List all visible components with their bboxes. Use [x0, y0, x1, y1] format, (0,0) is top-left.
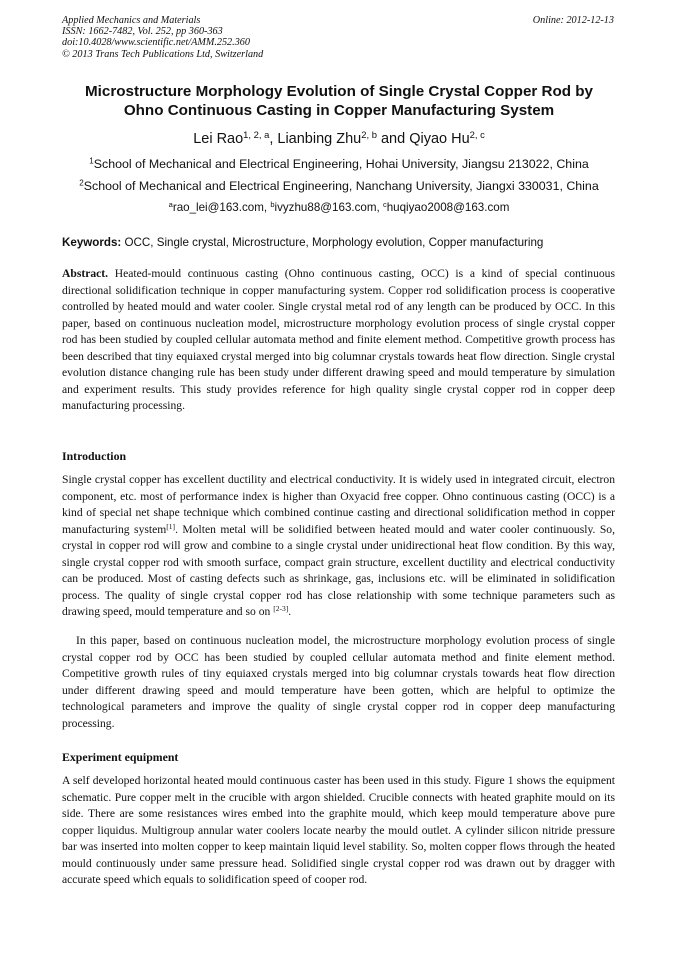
affiliation-marker: 2 — [79, 178, 84, 188]
affiliation-text: School of Mechanical and Electrical Engineering, Nanchang University, Jiangxi 330031, China — [83, 179, 599, 193]
citation-ref[interactable]: [2-3] — [273, 603, 289, 613]
affiliation-text: School of Mechanical and Electrical Engineering, Hohai University, Jiangsu 213022, China — [93, 157, 589, 171]
author-name: Lianbing Zhu — [277, 131, 362, 147]
email-marker: a — [168, 199, 173, 209]
copyright-line: © 2013 Trans Tech Publications Ltd, Switzerland — [62, 48, 264, 60]
abstract — [62, 266, 615, 415]
online-date: Online: 2012-12-13 — [532, 15, 614, 26]
introduction-paragraph-2: In this paper, based on continuous nucleation model, the microstructure morphology evolution process of single crystal copper rod by OCC has been studied by coupled cellular automata method and finite element method. Competitive growth rules of tiny equiaxed crystals merged into big columnar crystals towards heat flow direction under different drawing speed and mould temperature have been gotten, which are helpful to optimize the technological parameters and improve the quality of single crystal copper rod in copper deep manufacturing processing. — [62, 634, 615, 730]
keywords — [62, 236, 618, 249]
email-link[interactable]: huqiyao2008@163.com — [386, 201, 510, 214]
author-affiliation-marker: 1, 2, a — [243, 128, 270, 140]
experiment-paragraph-1: A self developed horizontal heated mould continuous caster has been used in this study. Figure 1 shows the equipment schematic. Pure copper melt in the crucible with argon shielded. Crucible connects with heated graphite mould on its side. There are some resistances wires embed into the graphite mould, which keep mould temperature above pure copper liquidus. Multigroup annular water coolers locate nearby the mould outlet. A cylinder silicon nitride pressure bar was inserted into molten copper to keep maintain liquid level stability. So, molten copper flows through the heated mould continuously under same pressure head. Solidified single crystal copper rod was drawn out by dragger with accurate speed which equals to solidification speed of cooper rod. — [62, 774, 615, 886]
affiliation-marker: 1 — [89, 156, 94, 166]
email-marker: c — [382, 199, 387, 209]
section-heading-experiment: Experiment equipment — [62, 750, 179, 764]
paper-title — [40, 82, 638, 120]
email-link[interactable]: ivyzhu88@163.com, — [274, 201, 383, 214]
author-separator: and — [376, 131, 410, 147]
paragraph-text: . — [288, 605, 292, 618]
citation-ref[interactable]: [1] — [166, 521, 176, 531]
issn-line: ISSN: 1662-7482, Vol. 252, pp 360-363 — [62, 26, 223, 38]
author-affiliation-marker: 2, c — [469, 128, 485, 140]
affiliation-1 — [40, 157, 638, 171]
journal-header — [62, 15, 263, 60]
email-link[interactable]: rao_lei@163.com, — [172, 201, 271, 214]
paragraph-text: Single crystal copper has excellent ductility and electrical conductivity. It is widely used in integrated circuit, electron component, etc. most of performance index is higher than Oxyacid free copper. Ohno continuous casting (OCC) is a kind of special net shape technique which combined continue casting and directional solidification method in copper manufacturing system — [62, 473, 615, 536]
author-emails — [40, 201, 638, 214]
doi-line[interactable]: doi:10.4028/www.scientific.net/AMM.252.360 — [62, 37, 250, 49]
keywords-label: Keywords: — [62, 236, 122, 249]
author-name: Qiyao Hu — [409, 131, 470, 147]
abstract-label: Abstract. — [62, 267, 109, 280]
author-affiliation-marker: 2, b — [361, 128, 377, 140]
title-line-2: Ohno Continuous Casting in Copper Manufacturing System — [123, 102, 555, 119]
author-separator: , — [269, 131, 278, 147]
introduction-paragraph-1 — [62, 472, 615, 621]
author-list — [40, 128, 638, 147]
title-line-1: Microstructure Morphology Evolution of Single Crystal Copper Rod by — [85, 83, 593, 100]
section-heading-introduction: Introduction — [62, 449, 127, 463]
journal-name: Applied Mechanics and Materials — [62, 15, 201, 26]
affiliation-2 — [40, 179, 638, 193]
author-name: Lei Rao — [193, 131, 244, 147]
paragraph-text: . Molten metal will be solidified between heated mould and water cooler continuously. So, crystal in copper rod will grow and combine to a single crystal under unidirectional heat flow condition. By this way, single crystal copper rod with smooth surface, compact grain structure, excellent ductility and electrical conductivity can be produced. Most of casting defects such as shrinkage, gas, inclusions etc. will be eliminated in solidification process. The quality of single crystal copper rod has close relationship with some technique parameters such as drawing speed, mould temperature and so on — [62, 522, 615, 618]
email-marker: b — [270, 199, 275, 209]
abstract-text: Heated-mould continuous casting (Ohno continuous casting, OCC) is a kind of special continuous directional solidification technique in copper manufacturing system. Copper rod solidification process is cooperative controlled by heated mould and water cooler. Single crystal metal rod of any length can be produced by OCC. In this paper, based on continuous nucleation model, microstructure morphology evolution process of single crystal copper rod has been studied by coupled cellular automata method and finite element method. Competitive growth process has been described that tiny equiaxed crystal merged into big columnar crystals towards heat flow direction. Single crystal evolution distance changing rule has been study under different drawing speed and mould temperature by simulation and experiment results. This study provides reference for high quality single crystal copper rod in copper deep manufacturing processing. — [62, 267, 615, 412]
keywords-text: OCC, Single crystal, Microstructure, Morphology evolution, Copper manufacturing — [121, 236, 544, 249]
